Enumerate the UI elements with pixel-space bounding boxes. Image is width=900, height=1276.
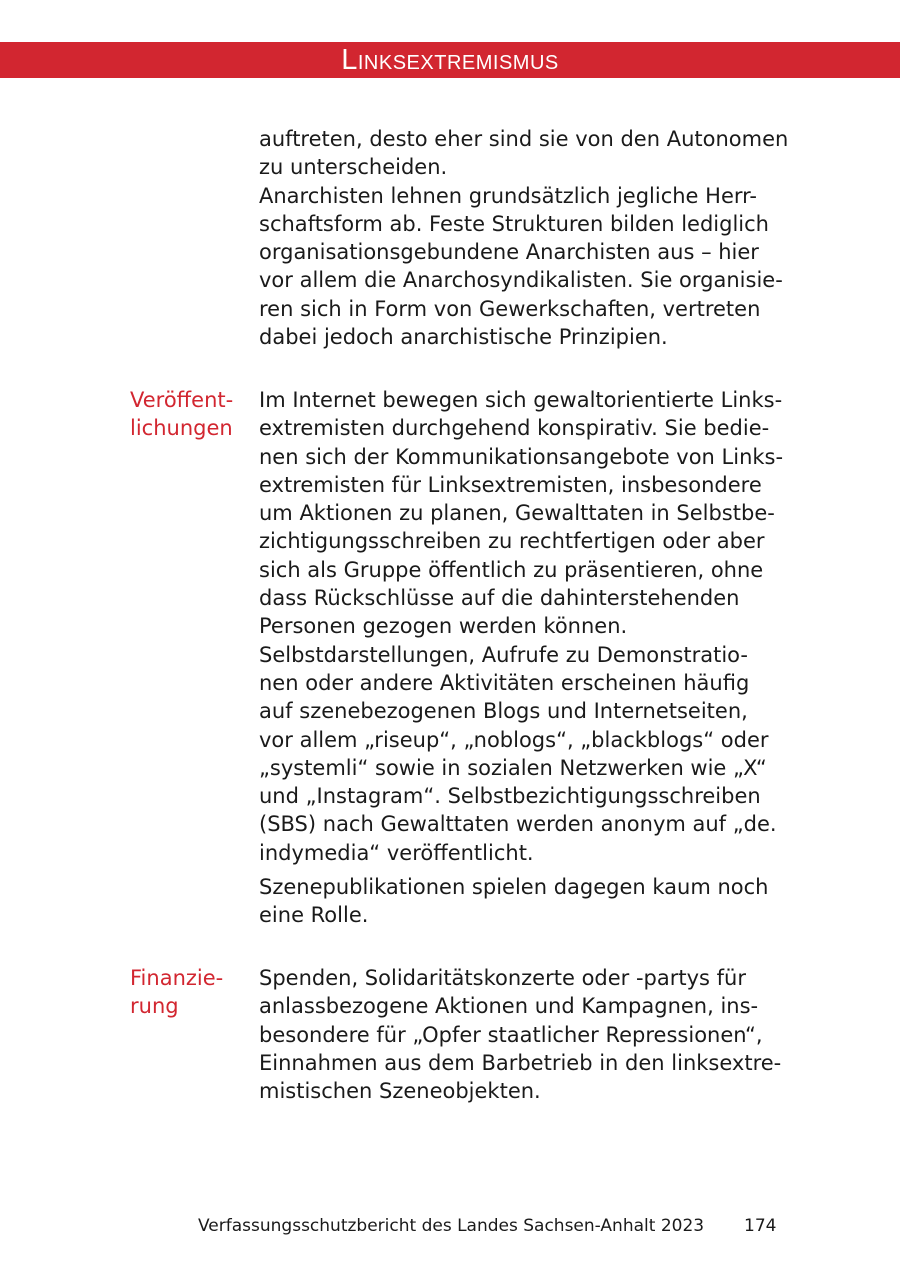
text-line: besondere für „Opfer staatlicher Repressionen“, <box>259 1022 763 1047</box>
report-title: Verfassungsschutzbericht des Landes Sachsen-Anhalt 2023 <box>198 1216 705 1236</box>
publications-label <box>130 386 250 443</box>
text-line: (SBS) nach Gewalttaten werden anonym auf „de. <box>259 812 777 837</box>
financing-paragraph <box>259 964 782 1105</box>
financing-label <box>130 964 250 1021</box>
text-line: extremisten durchgehend konspirativ. Sie bedie- <box>259 416 770 441</box>
text-line: sich als Gruppe öffentlich zu präsentieren, ohne <box>259 557 764 582</box>
text-line: auftreten, desto eher sind sie von den Autonomen <box>259 127 789 151</box>
text-line: zu unterscheiden. <box>259 155 448 180</box>
label-line: Veröffent- <box>130 388 234 412</box>
chapter-header-bar <box>0 42 900 78</box>
text-line: Spenden, Solidaritätskonzerte oder -partys für <box>259 966 746 990</box>
text-line: ren sich in Form von Gewerkschaften, vertreten <box>259 296 761 321</box>
text-line: indymedia“ veröffentlicht. <box>259 840 534 865</box>
text-line: „systemli“ sowie in sozialen Netzwerken wie „X“ <box>259 755 767 780</box>
text-line: Einnahmen aus dem Barbetrieb in den linksextre- <box>259 1050 782 1075</box>
text-line: extremisten für Linksextremisten, insbesondere <box>259 472 762 497</box>
text-line: Im Internet bewegen sich gewaltorientierte Links- <box>259 388 783 412</box>
text-line: zichtigungsschreiben zu rechtfertigen oder aber <box>259 529 765 554</box>
text-line: und „Instagram“. Selbstbezichtigungsschreiben <box>259 784 761 809</box>
text-line: eine Rolle. <box>259 903 369 928</box>
text-line: schaftsform ab. Feste Strukturen bilden lediglich <box>259 211 769 236</box>
text-line: Selbstdarstellungen, Aufrufe zu Demonstratio- <box>259 642 748 667</box>
text-line: Anarchisten lehnen grundsätzlich jegliche Herr- <box>259 183 757 208</box>
text-line: dabei jedoch anarchistische Prinzipien. <box>259 325 668 350</box>
publications-paragraph-1 <box>259 386 784 867</box>
text-line: um Aktionen zu planen, Gewalttaten in Selbstbe- <box>259 501 775 526</box>
text-line: vor allem die Anarchosyndikalisten. Sie organisie- <box>259 268 783 293</box>
label-line: rung <box>130 994 179 1019</box>
page-number: 174 <box>744 1216 777 1236</box>
text-line: mistischen Szeneobjekten. <box>259 1079 541 1104</box>
publications-paragraph-2 <box>259 873 779 930</box>
text-line: organisationsgebundene Anarchisten aus – hier <box>259 240 759 265</box>
text-line: nen sich der Kommunikationsangebote von Links- <box>259 444 784 469</box>
text-line: anlassbezogene Aktionen und Kampagnen, ins- <box>259 994 759 1019</box>
text-line: Personen gezogen werden können. <box>259 614 628 639</box>
label-line: lichungen <box>130 416 233 441</box>
intro-paragraph <box>259 125 789 351</box>
text-line: nen oder andere Aktivitäten erscheinen häufig <box>259 670 750 695</box>
text-line: auf szenebezogenen Blogs und Internetseiten, <box>259 699 748 724</box>
label-line: Finanzie- <box>130 966 224 990</box>
chapter-title: Linksextremismus <box>341 44 559 76</box>
text-line: vor allem „riseup“, „noblogs“, „blackblogs“ oder <box>259 727 769 752</box>
text-line: dass Rückschlüsse auf die dahinterstehenden <box>259 586 740 611</box>
text-line: Szenepublikationen spielen dagegen kaum noch <box>259 875 769 899</box>
